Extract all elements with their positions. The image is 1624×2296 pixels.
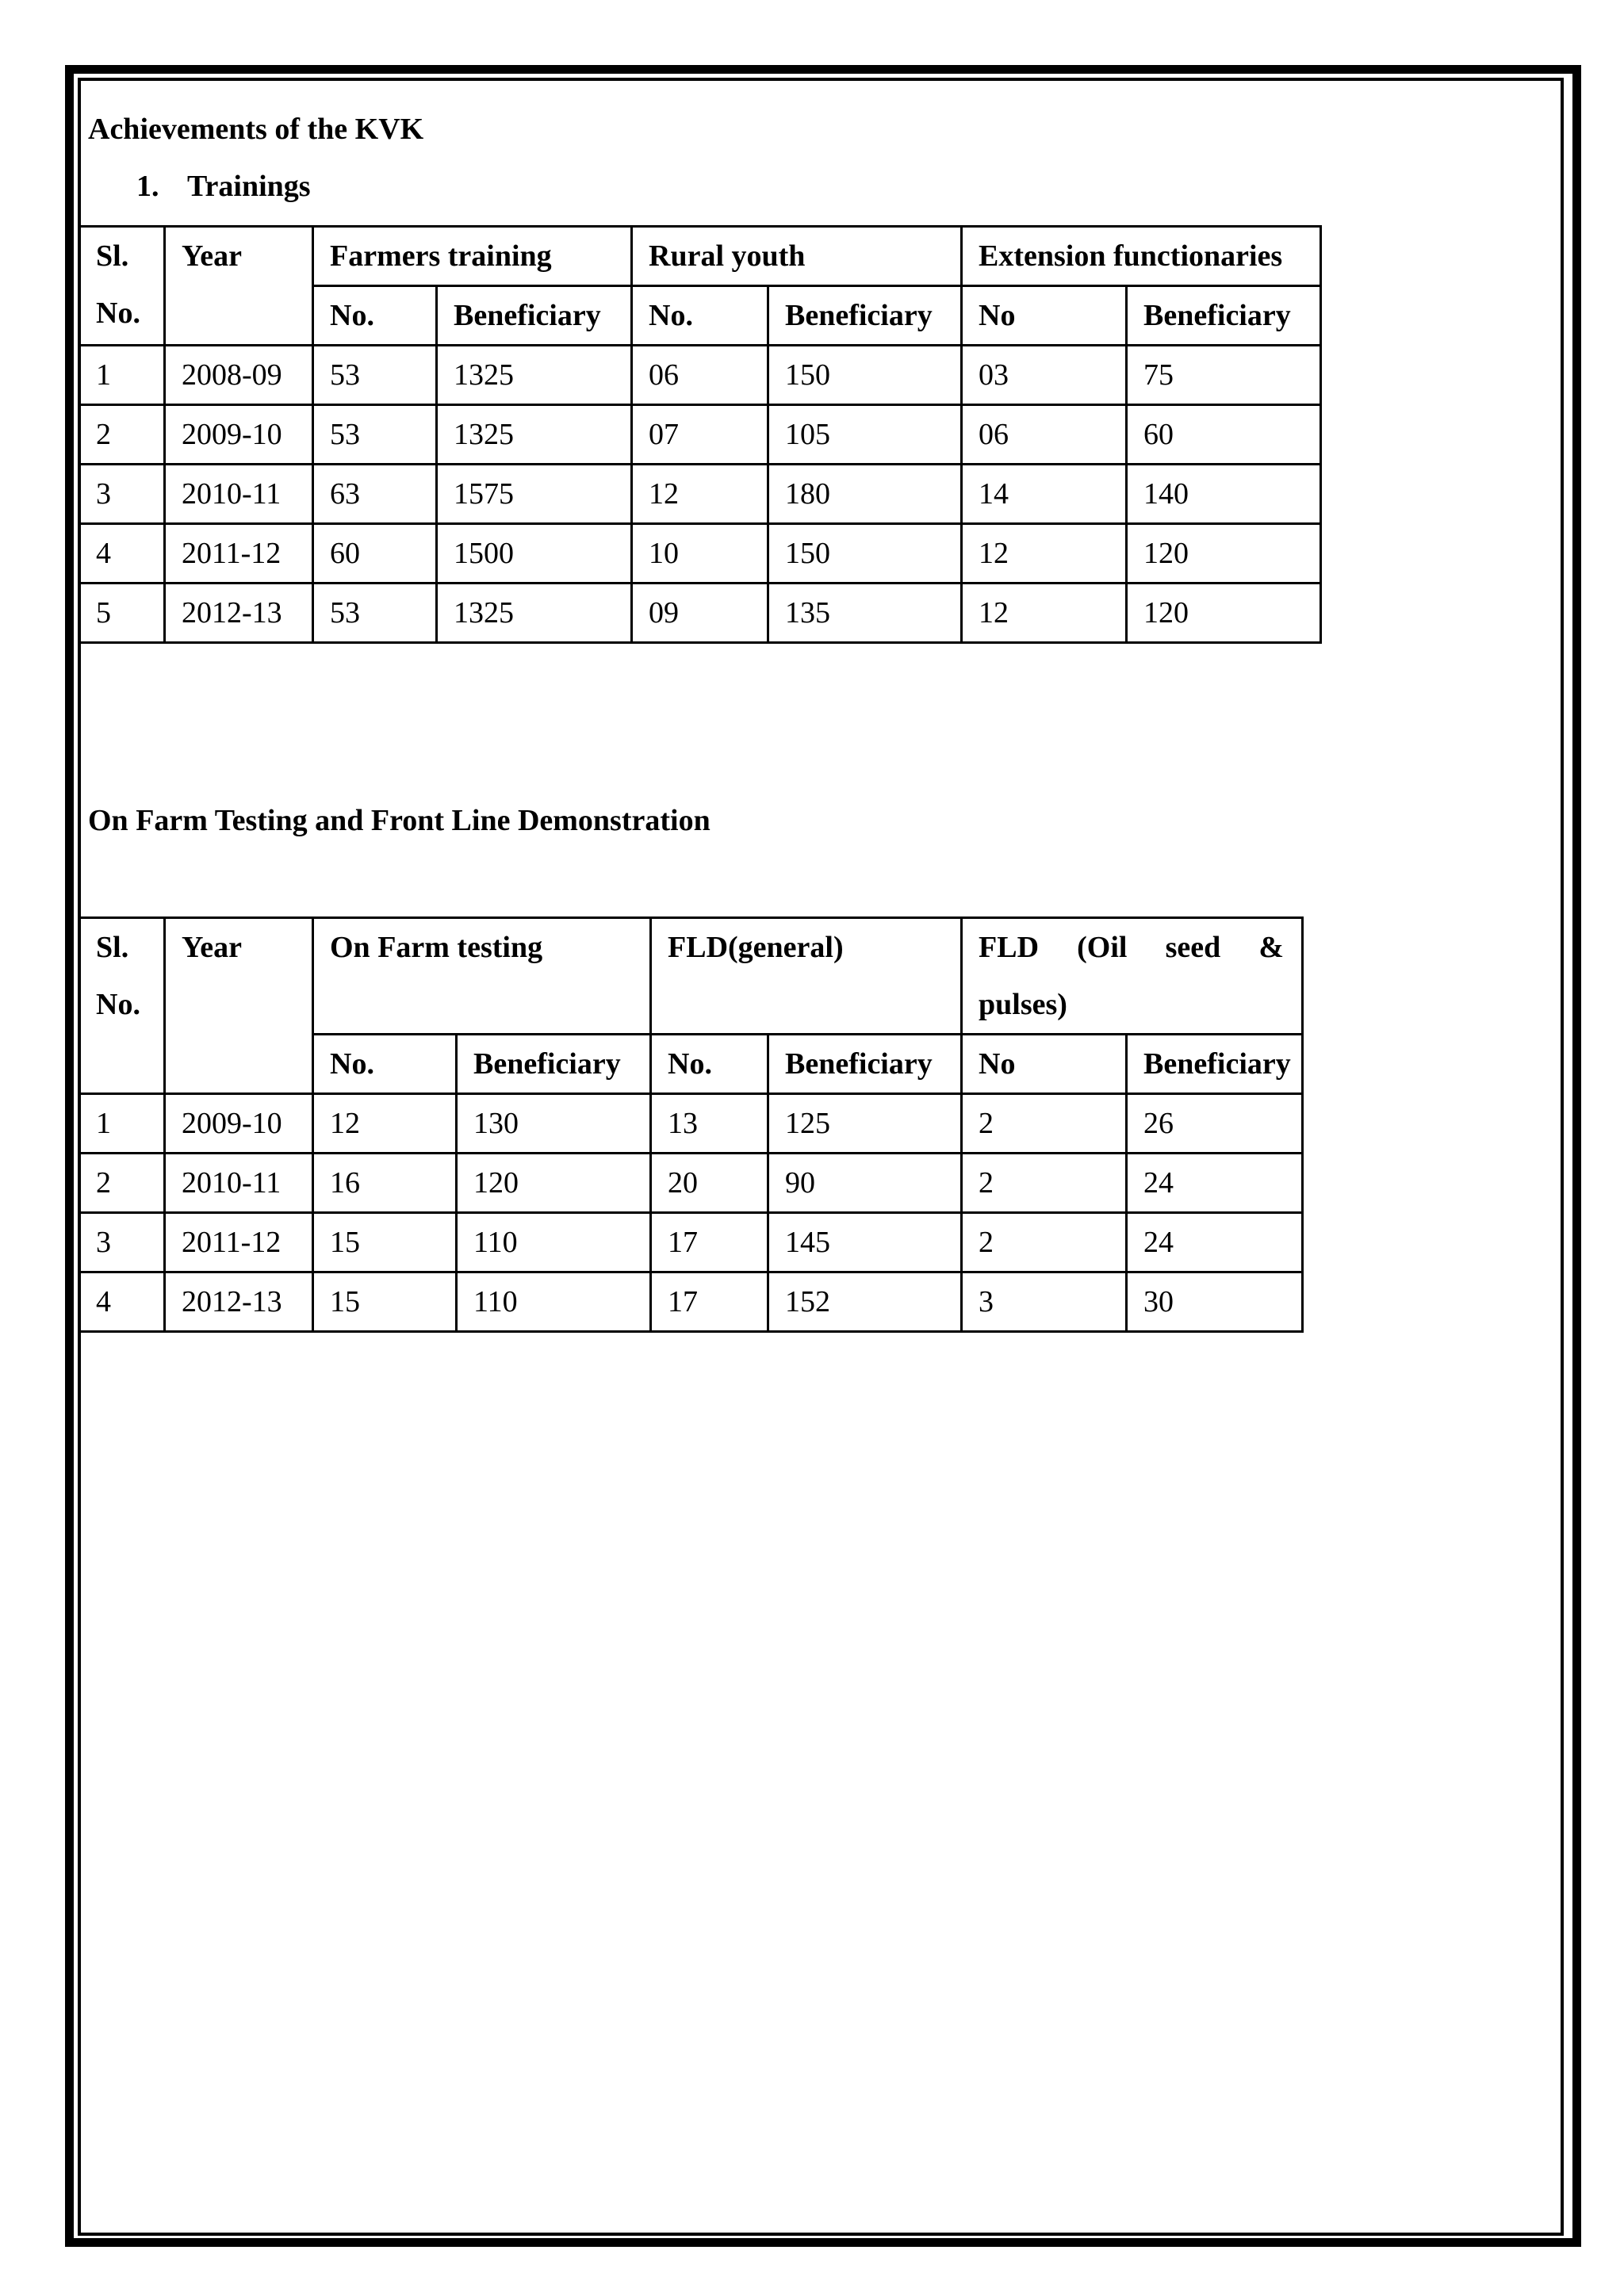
table-row xyxy=(79,1154,1303,1213)
table-row xyxy=(79,524,1321,584)
cell-value: 30 xyxy=(1127,1272,1303,1332)
cell-value: 10 xyxy=(632,524,768,584)
cell-value: 63 xyxy=(313,465,437,524)
cell-value: 2 xyxy=(962,1154,1127,1213)
table-header-row xyxy=(79,918,1303,1035)
cell-value: 20 xyxy=(651,1154,768,1213)
cell-value: 09 xyxy=(632,584,768,643)
trainings-table xyxy=(78,225,1322,644)
page-heading: Achievements of the KVK xyxy=(88,113,424,146)
cell-year: 2011-12 xyxy=(165,1213,313,1272)
col-header-beneficiary: Beneficiary xyxy=(768,1035,962,1094)
group-header-line-1: FLD (Oil seed & xyxy=(979,931,1285,964)
col-header-beneficiary: Beneficiary xyxy=(457,1035,651,1094)
group-header-farmers-training: Farmers training xyxy=(313,227,632,286)
cell-value: 120 xyxy=(1127,584,1321,643)
cell-year: 2012-13 xyxy=(165,584,313,643)
cell-value: 150 xyxy=(768,346,962,405)
cell-value: 150 xyxy=(768,524,962,584)
cell-value: 53 xyxy=(313,584,437,643)
col-header-year: Year xyxy=(165,918,313,1094)
cell-value: 15 xyxy=(313,1272,457,1332)
table-row xyxy=(79,465,1321,524)
cell-sl: 1 xyxy=(79,346,165,405)
cell-value: 140 xyxy=(1127,465,1321,524)
cell-value: 06 xyxy=(962,405,1127,465)
section-title-trainings: Trainings xyxy=(187,170,311,203)
col-header-sl: Sl. No. xyxy=(79,918,165,1094)
table-header-row xyxy=(79,227,1321,286)
cell-value: 1325 xyxy=(437,346,632,405)
cell-year: 2009-10 xyxy=(165,1094,313,1154)
cell-value: 07 xyxy=(632,405,768,465)
col-header-no: No. xyxy=(313,286,437,346)
cell-value: 16 xyxy=(313,1154,457,1213)
col-header-year: Year xyxy=(165,227,313,346)
cell-value: 135 xyxy=(768,584,962,643)
col-header-no: No. xyxy=(632,286,768,346)
col-header-no: No xyxy=(962,286,1127,346)
cell-value: 12 xyxy=(632,465,768,524)
cell-value: 120 xyxy=(457,1154,651,1213)
cell-value: 17 xyxy=(651,1213,768,1272)
cell-value: 06 xyxy=(632,346,768,405)
cell-value: 110 xyxy=(457,1213,651,1272)
cell-value: 14 xyxy=(962,465,1127,524)
cell-year: 2011-12 xyxy=(165,524,313,584)
col-header-sl: Sl. No. xyxy=(79,227,165,346)
table-row xyxy=(79,1272,1303,1332)
cell-value: 60 xyxy=(1127,405,1321,465)
cell-value: 12 xyxy=(313,1094,457,1154)
cell-sl: 1 xyxy=(79,1094,165,1154)
cell-value: 15 xyxy=(313,1213,457,1272)
cell-sl: 2 xyxy=(79,405,165,465)
cell-sl: 2 xyxy=(79,1154,165,1213)
section-number: 1. xyxy=(136,170,159,203)
cell-value: 110 xyxy=(457,1272,651,1332)
col-header-beneficiary: Beneficiary xyxy=(768,286,962,346)
table-row xyxy=(79,405,1321,465)
cell-value: 1500 xyxy=(437,524,632,584)
cell-year: 2009-10 xyxy=(165,405,313,465)
cell-value: 3 xyxy=(962,1272,1127,1332)
cell-value: 2 xyxy=(962,1094,1127,1154)
cell-year: 2008-09 xyxy=(165,346,313,405)
cell-value: 1325 xyxy=(437,584,632,643)
cell-value: 24 xyxy=(1127,1154,1303,1213)
table-row xyxy=(79,346,1321,405)
col-header-no: No. xyxy=(651,1035,768,1094)
group-header-extension-functionaries: Extension functionaries xyxy=(962,227,1321,286)
cell-sl: 3 xyxy=(79,465,165,524)
cell-value: 53 xyxy=(313,346,437,405)
group-header-fld-general: FLD(general) xyxy=(651,918,962,1035)
cell-value: 13 xyxy=(651,1094,768,1154)
cell-year: 2010-11 xyxy=(165,465,313,524)
section-title-oft-fld: On Farm Testing and Front Line Demonstration xyxy=(88,804,710,837)
cell-value: 145 xyxy=(768,1213,962,1272)
cell-value: 130 xyxy=(457,1094,651,1154)
cell-value: 12 xyxy=(962,584,1127,643)
col-header-beneficiary: Beneficiary xyxy=(437,286,632,346)
cell-sl: 4 xyxy=(79,1272,165,1332)
cell-value: 1575 xyxy=(437,465,632,524)
group-header-rural-youth: Rural youth xyxy=(632,227,962,286)
cell-value: 180 xyxy=(768,465,962,524)
cell-year: 2012-13 xyxy=(165,1272,313,1332)
group-header-fld-oilseed-pulses xyxy=(962,918,1303,1035)
cell-value: 1325 xyxy=(437,405,632,465)
cell-value: 125 xyxy=(768,1094,962,1154)
table-row xyxy=(79,1094,1303,1154)
cell-value: 152 xyxy=(768,1272,962,1332)
col-header-beneficiary: Beneficiary xyxy=(1127,1035,1303,1094)
cell-value: 60 xyxy=(313,524,437,584)
cell-value: 17 xyxy=(651,1272,768,1332)
cell-value: 75 xyxy=(1127,346,1321,405)
cell-value: 24 xyxy=(1127,1213,1303,1272)
cell-value: 105 xyxy=(768,405,962,465)
cell-value: 26 xyxy=(1127,1094,1303,1154)
cell-value: 12 xyxy=(962,524,1127,584)
cell-year: 2010-11 xyxy=(165,1154,313,1213)
col-header-beneficiary: Beneficiary xyxy=(1127,286,1321,346)
oft-fld-table xyxy=(78,916,1304,1333)
col-header-no: No. xyxy=(313,1035,457,1094)
cell-value: 120 xyxy=(1127,524,1321,584)
group-header-line-2: pulses) xyxy=(979,988,1067,1021)
table-row xyxy=(79,584,1321,643)
cell-value: 03 xyxy=(962,346,1127,405)
group-header-on-farm-testing: On Farm testing xyxy=(313,918,651,1035)
cell-sl: 3 xyxy=(79,1213,165,1272)
cell-value: 90 xyxy=(768,1154,962,1213)
cell-value: 53 xyxy=(313,405,437,465)
table-row xyxy=(79,1213,1303,1272)
cell-sl: 4 xyxy=(79,524,165,584)
cell-sl: 5 xyxy=(79,584,165,643)
cell-value: 2 xyxy=(962,1213,1127,1272)
col-header-no: No xyxy=(962,1035,1127,1094)
